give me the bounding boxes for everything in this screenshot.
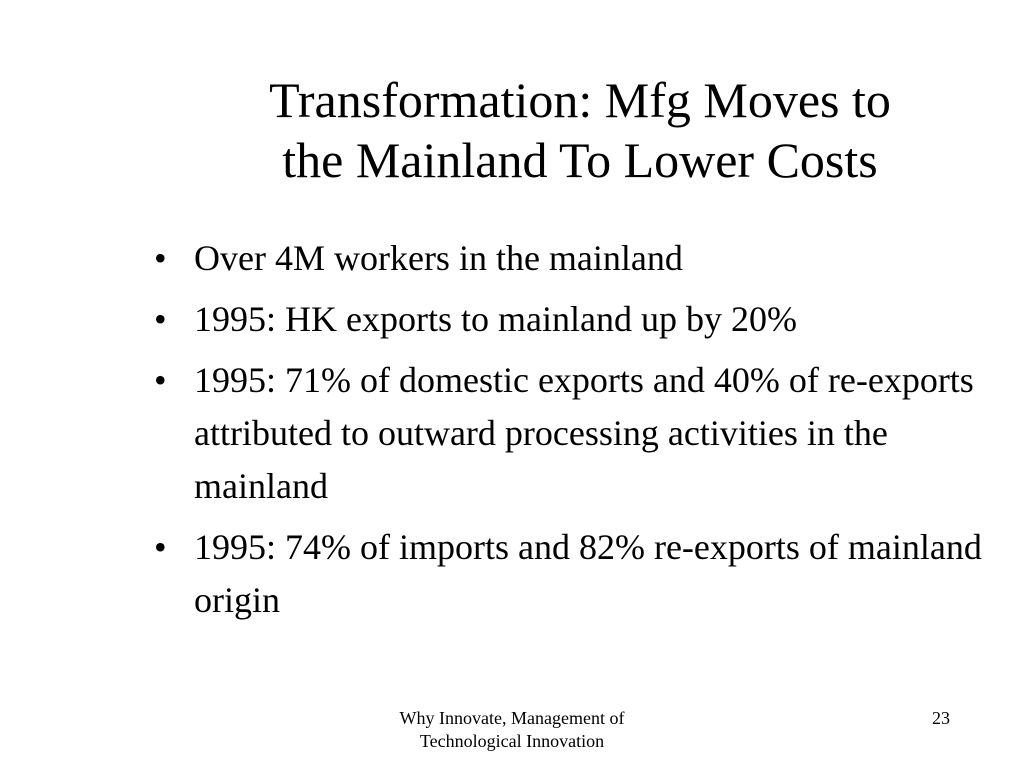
bullet-item: [152, 232, 1002, 285]
slide-title-line-1: Transformation: Mfg Moves to: [269, 72, 891, 128]
bullet-icon: •: [154, 360, 167, 400]
bullet-text: Over 4M workers in the mainland: [194, 238, 683, 278]
bullet-list: [152, 232, 1002, 635]
bullet-item: [152, 354, 1002, 513]
slide-footer: [352, 707, 672, 753]
footer-line-2: Technological Innovation: [419, 731, 605, 751]
bullet-item: [152, 293, 1002, 346]
footer-line-1: Why Innovate, Management of: [399, 708, 625, 728]
slide-title-line-2: the Mainland To Lower Costs: [282, 132, 878, 188]
bullet-text: 1995: HK exports to mainland up by 20%: [194, 299, 797, 339]
bullet-item: [152, 521, 1002, 627]
bullet-icon: •: [154, 238, 167, 278]
bullet-text: 1995: 71% of domestic exports and 40% of re-exports attributed to outward processing activities in the mainland: [194, 360, 974, 506]
bullet-icon: •: [154, 527, 167, 567]
bullet-text: 1995: 74% of imports and 82% re-exports of mainland origin: [194, 527, 982, 620]
slide-title: [160, 70, 1000, 190]
page-number: 23: [932, 708, 950, 728]
bullet-icon: •: [154, 299, 167, 339]
